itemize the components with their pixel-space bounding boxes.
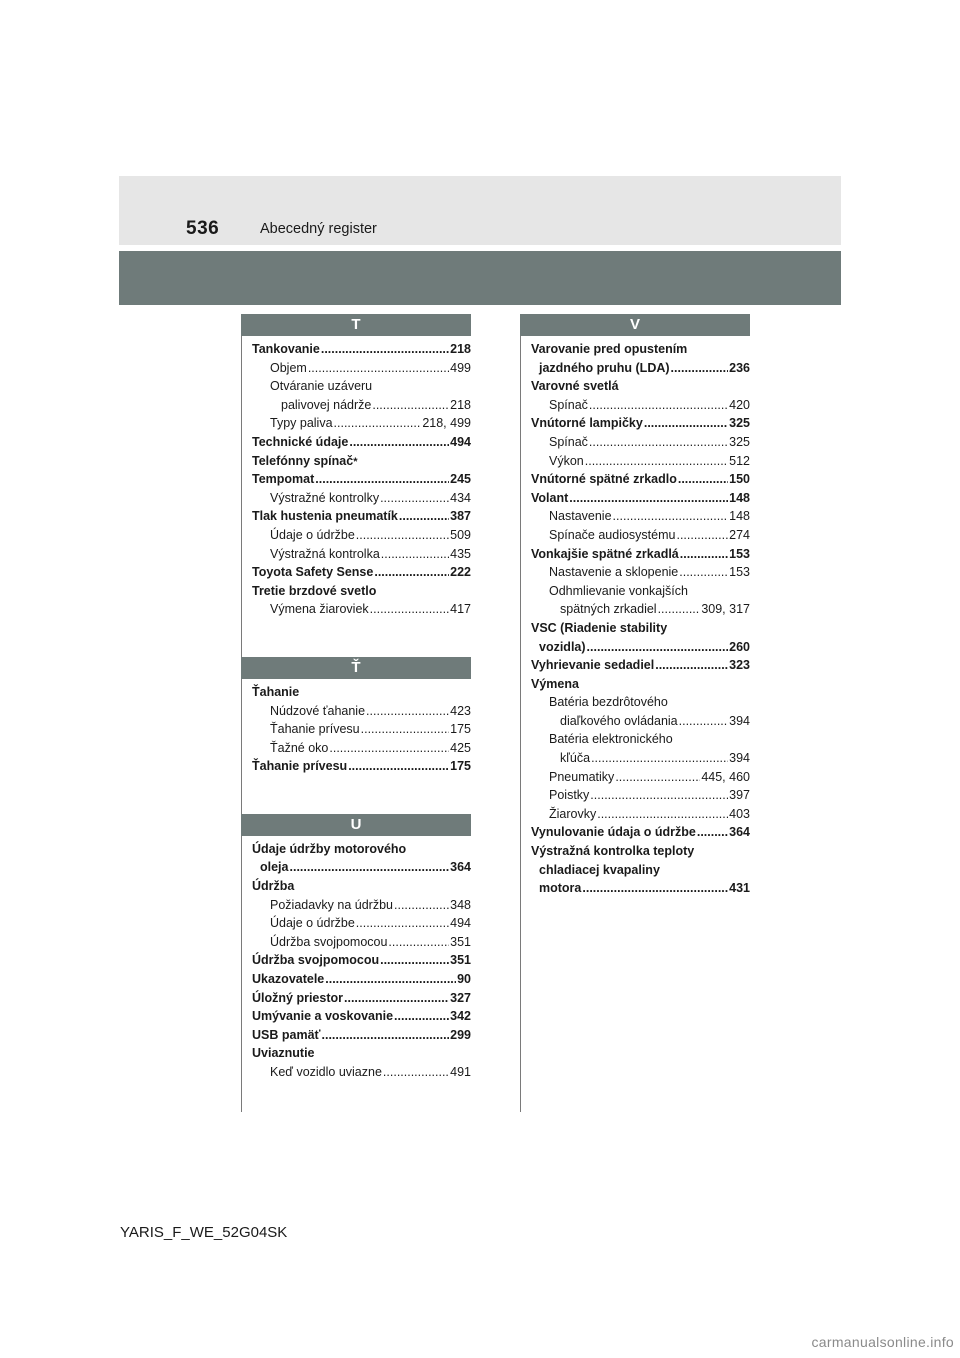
index-entry (252, 359, 471, 378)
entry-term: Nastavenie (549, 509, 612, 524)
page-reference: 425 (450, 740, 471, 755)
left-index-column (241, 314, 471, 1082)
dot-leader (597, 805, 728, 824)
index-entry (252, 702, 471, 721)
page-reference: 364 (729, 825, 750, 840)
entry-term: Ťahanie prívesu (252, 759, 348, 774)
entry-term: Vyhrievanie sedadiel (531, 658, 655, 673)
index-entry (252, 840, 471, 859)
index-entry (252, 526, 471, 545)
entry-term: Tempomat (252, 472, 315, 487)
section-gap (241, 776, 471, 814)
index-entry (252, 683, 471, 702)
index-entry (252, 377, 471, 396)
page-reference: 309, 317 (701, 602, 750, 617)
page-reference: 509 (450, 527, 471, 542)
entry-term: Údržba (252, 879, 295, 894)
watermark: carmanualsonline.info (811, 1334, 954, 1350)
entry-term: Vynulovanie údaja o údržbe (531, 825, 696, 840)
entry-term: Žiarovky (549, 806, 597, 821)
index-entry (252, 877, 471, 896)
page-reference: 327 (450, 990, 471, 1005)
page-reference: 218 (450, 397, 471, 412)
dot-leader (589, 433, 728, 452)
entry-term: chladiacej kvapaliny (539, 862, 660, 877)
index-entry (531, 452, 750, 471)
index-entry (531, 340, 750, 359)
entry-term: palivovej nádrže (281, 397, 372, 412)
dot-leader (613, 507, 729, 526)
index-entry (531, 563, 750, 582)
index-entry (252, 545, 471, 564)
page-reference: 222 (450, 565, 471, 580)
entry-term: Výmena (531, 676, 579, 691)
index-entry (531, 823, 750, 842)
entry-term: Ťahanie (252, 684, 300, 699)
index-entry (531, 489, 750, 508)
entry-term: Telefónny spínač (252, 453, 354, 468)
page-reference: 325 (729, 434, 750, 449)
page-reference: 148 (729, 509, 750, 524)
index-entry (531, 359, 750, 378)
entry-term: motora (539, 881, 582, 896)
dot-leader (658, 600, 701, 619)
entry-term: Keď vozidlo uviazne (270, 1065, 382, 1079)
entry-term: Výstražná kontrolka (270, 546, 380, 561)
entry-term: Údaje o údržbe (270, 527, 355, 542)
entry-term: Ťahanie prívesu (270, 722, 360, 737)
index-entry (531, 619, 750, 638)
entry-term: Typy paliva (270, 416, 333, 431)
dot-leader (678, 470, 728, 489)
index-entry (252, 951, 471, 970)
index-entry (252, 1063, 471, 1082)
page-reference: 394 (729, 713, 750, 728)
dot-leader (679, 563, 728, 582)
entry-term: Vnútorné spätné zrkadlo (531, 472, 677, 487)
entry-term: Nastavenie a sklopenie (549, 565, 679, 580)
index-entry (531, 693, 750, 712)
entry-term: Objem (270, 360, 307, 375)
page-reference: 494 (450, 434, 471, 449)
page-reference: 348 (450, 897, 471, 912)
page-reference: 445, 460 (701, 769, 750, 784)
index-entry (252, 563, 471, 582)
dot-leader (587, 638, 729, 657)
entry-term: Ťažné oko (270, 740, 329, 755)
page-reference: 351 (450, 934, 471, 949)
dot-leader (589, 396, 728, 415)
dot-leader (679, 712, 729, 731)
dot-leader (383, 1063, 449, 1082)
index-entry (252, 433, 471, 452)
page-reference: 394 (729, 751, 750, 766)
index-entry (252, 489, 471, 508)
entry-term: Batéria elektronického (549, 732, 673, 747)
index-entry (531, 638, 750, 657)
dot-leader (370, 600, 449, 619)
dot-leader (569, 489, 728, 508)
entry-term: Núdzové ťahanie (270, 703, 366, 718)
entry-term: Spínače audiosystému (549, 527, 676, 542)
entry-term: Vnútorné lampičky (531, 416, 643, 431)
index-entry (252, 720, 471, 739)
index-entry (252, 989, 471, 1008)
entry-term: diaľkového ovládania (560, 713, 678, 728)
index-entry (531, 842, 750, 861)
index-entry (531, 730, 750, 749)
page-reference: 153 (729, 565, 750, 580)
index-entry (252, 582, 471, 601)
entry-term: Údaje o údržbe (270, 916, 355, 931)
entry-term: spätných zrkadiel (560, 602, 657, 617)
dot-leader (348, 757, 449, 776)
page-reference: 364 (450, 860, 471, 875)
letter-header: T (241, 314, 471, 336)
index-entry (252, 1007, 471, 1026)
page-reference: 299 (450, 1027, 471, 1042)
document-code: YARIS_F_WE_52G04SK (120, 1224, 288, 1241)
entry-term: Údržba svojpomocou (252, 953, 380, 968)
page-reference: 342 (450, 1009, 471, 1024)
dot-leader (381, 545, 449, 564)
page-number: 536 (186, 218, 220, 239)
entry-term: Umývanie a voskovanie (252, 1009, 394, 1024)
page-reference: 175 (450, 759, 471, 774)
index-entry (252, 507, 471, 526)
index-entry (531, 433, 750, 452)
section-gap (241, 619, 471, 657)
index-entry (531, 582, 750, 601)
dot-leader (356, 914, 449, 933)
dot-leader (372, 396, 449, 415)
index-entry (252, 739, 471, 758)
entry-term: Výstražná kontrolka teploty (531, 844, 695, 859)
dot-leader (380, 951, 449, 970)
entry-term: Výkon (549, 453, 584, 468)
entry-term: Ukazovatele (252, 972, 325, 987)
header-band (119, 176, 841, 245)
page-reference: 491 (450, 1065, 471, 1079)
dot-leader (591, 749, 728, 768)
entry-term: Toyota Safety Sense (252, 565, 374, 580)
index-entry (531, 414, 750, 433)
entry-term: Tankovanie (252, 342, 320, 356)
dot-leader (697, 823, 728, 842)
entry-term: oleja (260, 860, 289, 875)
index-entry (252, 1026, 471, 1045)
index-entry (531, 545, 750, 564)
page-reference: 274 (729, 527, 750, 542)
entry-term: Vonkajšie spätné zrkadlá (531, 546, 679, 561)
entry-term: kľúča (560, 751, 591, 766)
index-entry (531, 786, 750, 805)
index-entry (252, 914, 471, 933)
index-entry (531, 749, 750, 768)
index-entry (531, 507, 750, 526)
index-entry: Telefónny spínač * (252, 452, 471, 471)
index-entry (531, 470, 750, 489)
right-index-column (520, 314, 750, 898)
index-entry (531, 675, 750, 694)
letter-header: U (241, 814, 471, 836)
index-entry (252, 396, 471, 415)
index-entry (252, 470, 471, 489)
page-reference: 218, 499 (422, 416, 471, 431)
page-reference: 351 (450, 953, 471, 968)
entry-term: Varovné svetlá (531, 379, 619, 394)
dot-leader (655, 656, 728, 675)
dot-leader (388, 933, 449, 952)
dot-leader (671, 359, 729, 378)
dot-leader (394, 1007, 449, 1026)
index-entry (252, 933, 471, 952)
dot-leader (644, 414, 728, 433)
letter-header: Ť (241, 657, 471, 679)
entry-term: jazdného pruhu (LDA) (539, 360, 670, 375)
page-reference: 325 (729, 416, 750, 431)
dot-leader (676, 526, 728, 545)
index-entry (531, 805, 750, 824)
index-entry-list (520, 336, 750, 898)
dot-leader (615, 768, 700, 787)
index-entry (252, 896, 471, 915)
index-entry (252, 600, 471, 619)
page-reference: 397 (729, 788, 750, 803)
entry-term: VSC (Riadenie stability (531, 620, 668, 635)
entry-term: Spínač (549, 397, 588, 412)
entry-term: Údaje údržby motorového (252, 841, 407, 856)
dot-leader (329, 739, 449, 758)
dot-leader (590, 786, 728, 805)
dot-leader (680, 545, 728, 564)
entry-term: Uviaznutie (252, 1046, 315, 1061)
entry-term: Výmena žiaroviek (270, 602, 369, 617)
page-reference: 512 (729, 453, 750, 468)
index-entry (531, 712, 750, 731)
dot-leader (361, 720, 450, 739)
page-reference: 420 (729, 397, 750, 412)
entry-term: vozidla) (539, 639, 586, 654)
entry-term: Údržba svojpomocou (270, 934, 388, 949)
dot-leader (308, 359, 449, 378)
entry-term: Volant (531, 490, 569, 505)
page-reference: 153 (729, 546, 750, 561)
dot-leader (380, 489, 449, 508)
entry-term: Tlak hustenia pneumatík (252, 509, 398, 524)
index-entry (531, 526, 750, 545)
dot-leader (585, 452, 728, 471)
page-reference: 417 (450, 602, 471, 617)
index-entry (531, 768, 750, 787)
index-entry (252, 414, 471, 433)
dot-leader (325, 970, 456, 989)
entry-term: Technické údaje (252, 434, 349, 449)
index-entry (252, 1044, 471, 1063)
entry-term: Poistky (549, 788, 590, 803)
index-entry (531, 377, 750, 396)
chapter-band (119, 251, 841, 305)
page-reference: 218 (450, 342, 471, 356)
entry-term: Odhmlievanie vonkajších (549, 583, 688, 598)
dot-leader (374, 563, 449, 582)
dot-leader (366, 702, 449, 721)
letter-header: V (520, 314, 750, 336)
index-entry (531, 656, 750, 675)
page-reference: 387 (450, 509, 471, 524)
index-entry (252, 858, 471, 877)
entry-term: USB pamäť (252, 1027, 321, 1042)
entry-term: Požiadavky na údržbu (270, 897, 393, 912)
index-entry (252, 340, 471, 359)
page-reference: 403 (729, 806, 750, 821)
entry-term: Varovanie pred opustením (531, 342, 688, 356)
page-reference: 435 (450, 546, 471, 561)
entry-term: Batéria bezdrôtového (549, 695, 668, 710)
page-reference: 499 (450, 360, 471, 375)
page-reference: 148 (729, 490, 750, 505)
page-reference: 423 (450, 703, 471, 718)
dot-leader (334, 414, 422, 433)
entry-term: Spínač (549, 434, 588, 449)
entry-term: Úložný priestor (252, 990, 343, 1005)
section-title: Abecedný register (260, 221, 377, 237)
entry-term: Pneumatiky (549, 769, 615, 784)
entry-term: Výstražné kontrolky (270, 490, 380, 505)
page-reference: 175 (450, 722, 471, 737)
page-reference: 150 (729, 472, 750, 487)
dot-leader (582, 879, 728, 898)
page-reference: 323 (729, 658, 750, 673)
page-reference: 260 (729, 639, 750, 654)
index-entry-list (241, 679, 471, 776)
index-entry (531, 879, 750, 898)
index-entry (531, 396, 750, 415)
dot-leader (349, 433, 449, 452)
dot-leader (356, 526, 449, 545)
page-reference: 494 (450, 916, 471, 931)
dot-leader (394, 896, 449, 915)
index-entry (531, 861, 750, 880)
page-reference: 431 (729, 881, 750, 896)
page-reference: 90 (457, 972, 471, 987)
page-reference: 434 (450, 490, 471, 505)
dot-leader (322, 1026, 450, 1045)
dot-leader (315, 470, 449, 489)
page-reference: 236 (729, 360, 750, 375)
dot-leader (399, 507, 449, 526)
index-entry-list (241, 836, 471, 1082)
index-entry-list (241, 336, 471, 619)
page-reference: 245 (450, 472, 471, 487)
index-entry (252, 970, 471, 989)
index-entry (252, 757, 471, 776)
dot-leader (344, 989, 449, 1008)
entry-term: Otváranie uzáveru (270, 379, 373, 394)
dot-leader (290, 858, 450, 877)
dot-leader (321, 340, 449, 359)
entry-term: Tretie brzdové svetlo (252, 583, 377, 598)
index-entry (531, 600, 750, 619)
